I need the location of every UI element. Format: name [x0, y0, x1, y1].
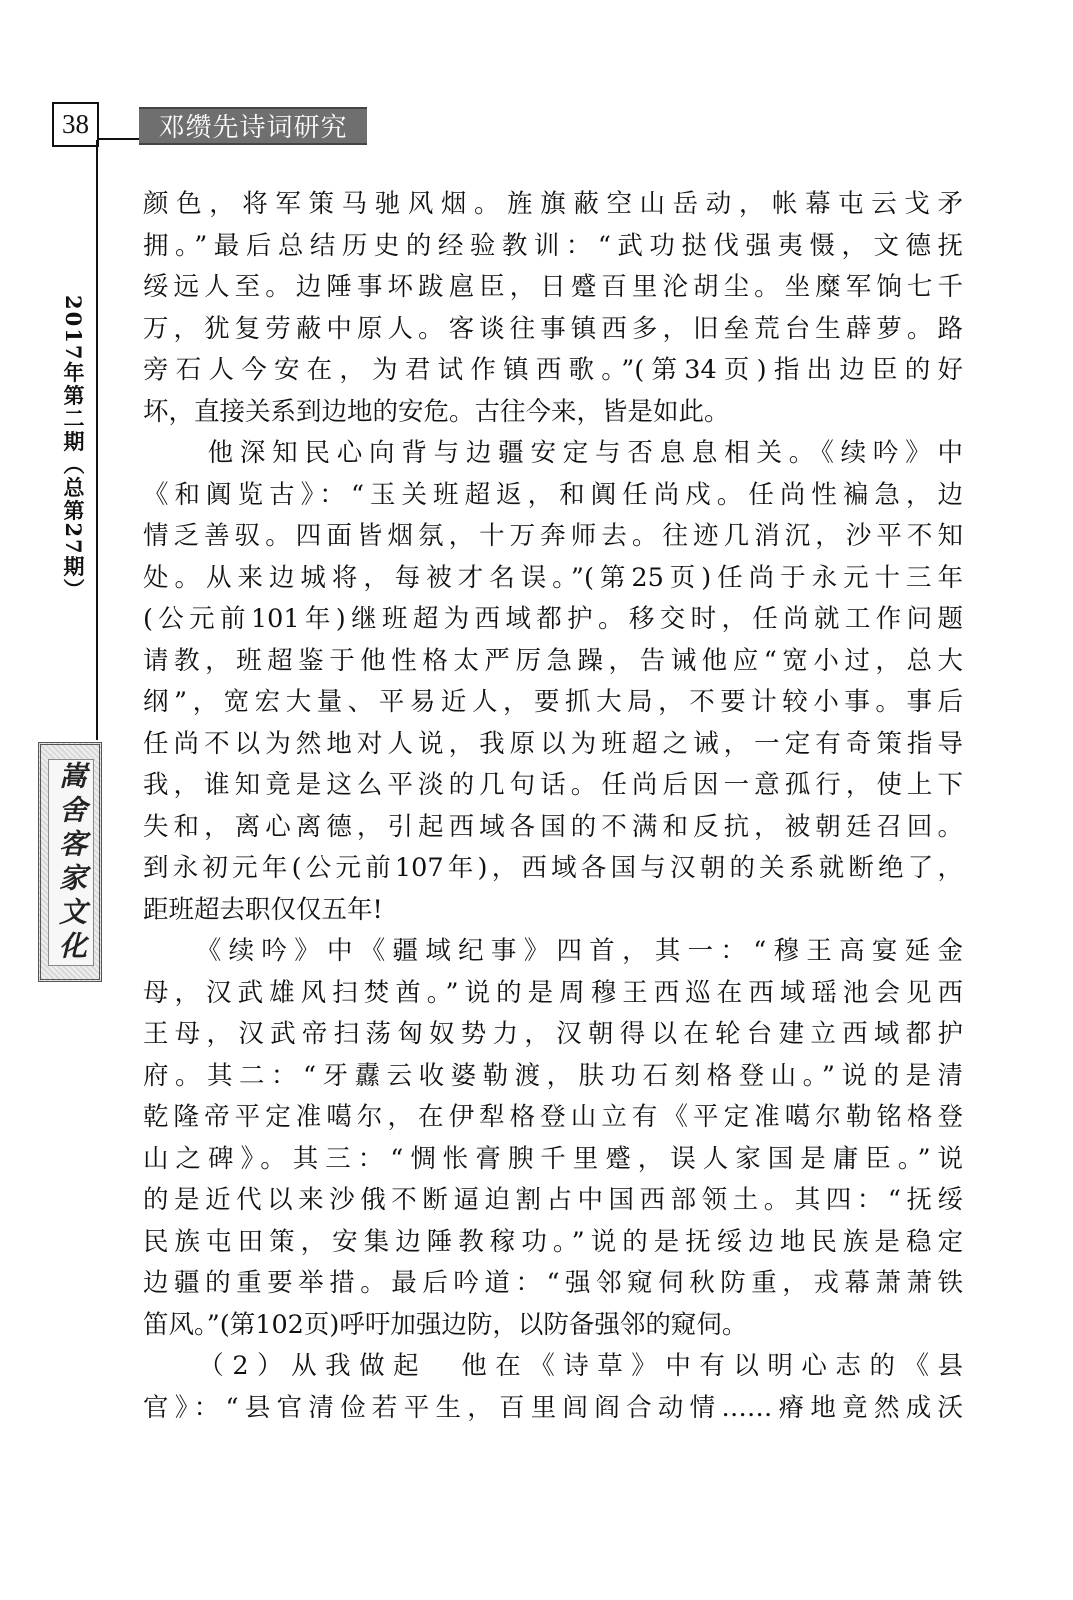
text-line: 任尚不以为然地对人说，我原以为班超之诫，一定有奇策指导 — [143, 728, 963, 759]
seal-emblem — [38, 742, 102, 982]
text-line: 距班超去职仅仅五年! — [143, 894, 383, 925]
text-line: 山之碑》。其三：“惆怅膏腴千里蹙，误人家国是庸臣。”说 — [143, 1143, 963, 1174]
margin-rule — [96, 140, 98, 740]
text-line: 万，犹复劳蔽中原人。客谈往事镇西多，旧垒荒台生薜萝。路 — [143, 313, 963, 344]
text-line: 请教，班超鉴于他性格太严厉急躁，告诫他应“宽小过，总大 — [143, 645, 963, 676]
journal-title: 邓缵先诗词研究 — [139, 107, 367, 145]
text-line: 乾隆帝平定准噶尔，在伊犁格登山立有《平定准噶尔勒铭格登 — [143, 1102, 963, 1132]
text-line: 旁石人今安在，为君试作镇西歌。”(第34页)指出边臣的好 — [143, 355, 963, 385]
text-line: 《续吟》中《疆域纪事》四首，其一：“穆王高宴延金 — [143, 936, 963, 966]
text-line: 我，谁知竟是这么平淡的几句话。任尚后因一意孤行，使上下 — [143, 770, 963, 800]
text-line: 情乏善驭。四面皆烟氛，十万奔师去。往迹几消沉，沙平不知 — [143, 521, 963, 551]
text-line: 处。从来边城将，每被才名误。”(第25页)任尚于永元十三年 — [143, 562, 963, 593]
text-line: (公元前101年)继班超为西域都护。移交时，任尚就工作问题 — [143, 604, 963, 634]
text-line: 官》：“县官清俭若平生，百里闾阎合动情……瘠地竟然成沃 — [143, 1392, 963, 1423]
text-line: 《和阗览古》：“玉关班超返，和阗任尚戍。任尚性褊急，边 — [143, 479, 963, 510]
seal-label: 嵩舍客家文化 — [48, 759, 94, 966]
text-line: （2）从我做起 他在《诗草》中有以明心志的《县 — [143, 1351, 963, 1381]
text-line: 纲”，宽宏大量、平易近人，要抓大局，不要计较小事。事后 — [143, 687, 963, 717]
text-line: 绥远人至。边陲事坏跋扈臣，日蹙百里沦胡尘。坐糜军饷七千 — [143, 272, 963, 302]
page-number: 38 — [52, 102, 99, 147]
text-line: 边疆的重要举措。最后吟道：“强邻窥伺秋防重，戎幕萧萧铁 — [143, 1268, 963, 1298]
text-line: 的是近代以来沙俄不断逼迫割占中国西部领土。其四：“抚绥 — [143, 1185, 963, 1215]
text-line: 王母，汉武帝扫荡匈奴势力，汉朝得以在轮台建立西域都护 — [143, 1019, 963, 1049]
header-rule — [99, 138, 139, 140]
text-line: 失和，离心离德，引起西域各国的不满和反抗，被朝廷召回。 — [143, 811, 963, 842]
text-line: 坏，直接关系到边地的安危。古往今来，皆是如此。 — [143, 396, 730, 427]
text-line: 颜色，将军策马驰风烟。旌旗蔽空山岳动，帐幕屯云戈矛 — [143, 189, 963, 219]
issue-label: 2017年第二期（总第27期） — [61, 295, 86, 602]
text-line: 到永初元年(公元前107年)，西域各国与汉朝的关系就断绝了， — [143, 853, 963, 883]
text-line: 府。其二：“牙纛云收婆勒渡，肤功石刻格登山。”说的是清 — [143, 1060, 963, 1091]
article-body — [143, 184, 963, 1429]
text-line: 他深知民心向背与边疆安定与否息息相关。《续吟》中 — [143, 438, 963, 468]
text-line: 拥。”最后总结历史的经验教训：“武功挞伐强夷慑，文德抚 — [143, 230, 963, 261]
text-line: 笛风。”(第102页)呼吁加强边防，以防备强邻的窥伺。 — [143, 1309, 748, 1340]
text-line: 母，汉武雄风扫焚酋。”说的是周穆王西巡在西域瑶池会见西 — [143, 977, 963, 1008]
text-line: 民族屯田策，安集边陲教稼功。”说的是抚绥边地民族是稳定 — [143, 1226, 963, 1257]
